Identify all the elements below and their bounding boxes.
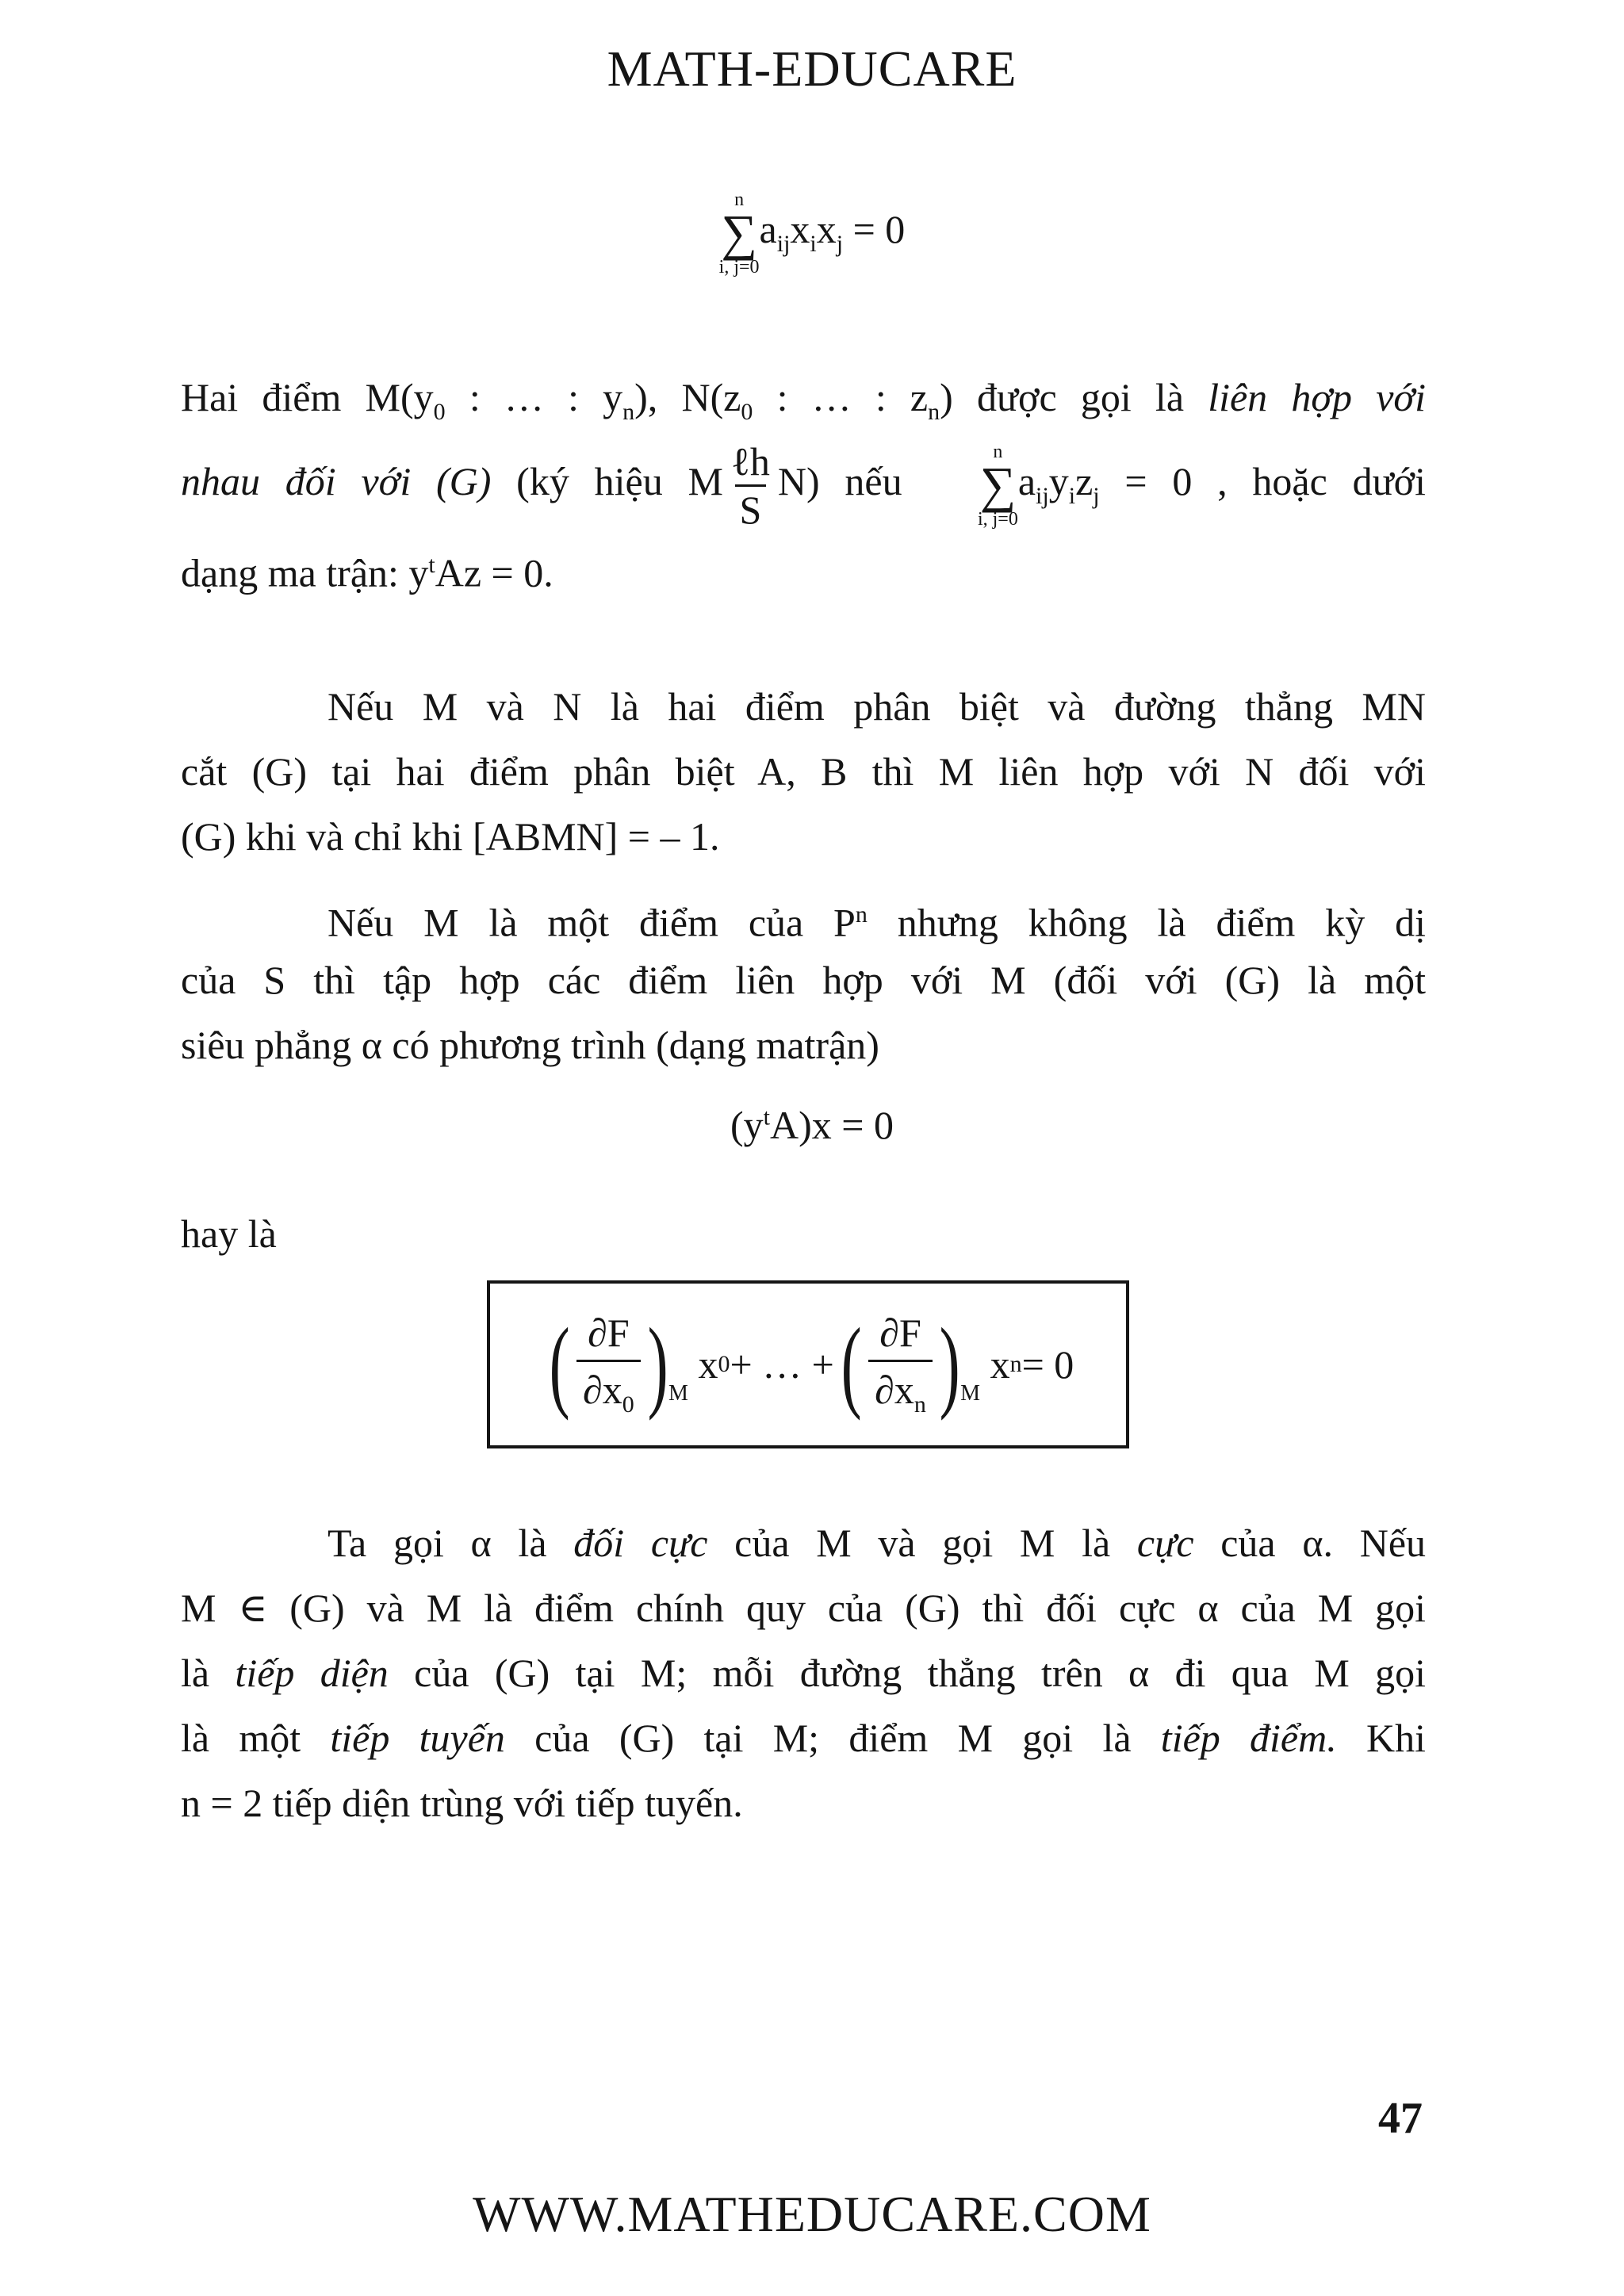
- boxed-equation-polar: [487, 1280, 1129, 1448]
- sum-upper: n: [993, 442, 1003, 463]
- paragraph-harmonic: [181, 674, 1426, 869]
- text-span: a: [1017, 459, 1036, 503]
- text-line: [181, 1510, 1426, 1575]
- subscript: j: [1093, 483, 1100, 509]
- text-span: z: [1075, 459, 1094, 503]
- equation-matrix-form: [0, 1102, 1624, 1148]
- sigma-symbol: ∑: [979, 457, 1017, 514]
- text-span: của (G) tại M; điểm M gọi là: [504, 1716, 1161, 1760]
- eq1-x2: x: [816, 206, 837, 251]
- text-span: Khi: [1336, 1716, 1426, 1760]
- text-span: : … : z: [753, 375, 929, 419]
- italic-term: tiếp tuyến: [330, 1716, 505, 1760]
- text-span: là một: [181, 1716, 331, 1760]
- fraction-numerator: ℓh: [730, 439, 770, 484]
- subscript-m: M: [960, 1381, 981, 1406]
- text-span: (ký hiệu M: [491, 459, 723, 503]
- eq1-sub-ij: ij: [776, 230, 791, 257]
- subscript: 0: [718, 1351, 730, 1377]
- subscript: 0: [741, 399, 753, 425]
- subscript: ij: [1036, 483, 1049, 509]
- text-span: ), N(z: [634, 375, 741, 419]
- text-hay-la: [181, 1201, 1426, 1266]
- text-span: N) nếu: [777, 459, 902, 503]
- subscript: 0: [433, 399, 446, 425]
- text-line: Nếu M và N là hai điểm phân biệt và đường thẳng MN: [327, 684, 1426, 729]
- paragraph-polar-hyperplane: [181, 882, 1426, 1077]
- sum-upper: n: [734, 189, 745, 210]
- text-span: A)x = 0: [770, 1103, 894, 1147]
- text-span: ∂x: [875, 1368, 914, 1412]
- conjugate-symbol-fraction: [726, 439, 775, 533]
- text-line: [181, 1705, 1426, 1770]
- eq1-sub-i: i: [810, 230, 817, 257]
- italic-term: nhau đối với (G): [181, 459, 492, 503]
- italic-term: liên hợp với: [1208, 375, 1426, 419]
- paragraph-pole-polar: [181, 1510, 1426, 1835]
- eq1-coef: a: [759, 206, 777, 251]
- page-footer: WWW.MATHEDUCARE.COM: [473, 2186, 1151, 2242]
- text-line: [181, 533, 1426, 598]
- text-line: [181, 882, 1426, 947]
- italic-term: cực: [1136, 1521, 1194, 1565]
- superscript: t: [428, 552, 435, 578]
- superscript: t: [763, 1104, 771, 1131]
- equation-quadric: [0, 190, 1624, 277]
- text-line: của S thì tập hợp các điểm liên hợp với M (đối với (G) là một: [181, 958, 1426, 1002]
- text-line: M ∈ (G) và M là điểm chính quy của (G) thì đối cực α của M gọi: [181, 1586, 1426, 1630]
- eq1-rhs: = 0: [852, 206, 906, 251]
- fraction-numerator: ∂F: [879, 1311, 921, 1355]
- text-span: : … : y: [445, 375, 623, 419]
- subscript: n: [914, 1391, 926, 1418]
- text-line: n = 2 tiếp diện trùng với tiếp tuyến.: [181, 1781, 743, 1825]
- text-span: Ta gọi α là: [327, 1521, 574, 1565]
- text-span: x: [990, 1342, 1010, 1387]
- text-line: [181, 365, 1426, 430]
- superscript: n: [855, 901, 868, 928]
- subscript: n: [1009, 1351, 1022, 1377]
- text-span: dạng ma trận: y: [181, 550, 429, 595]
- text-line: [181, 430, 1426, 533]
- text-span: Nếu M là một điểm của P: [327, 900, 856, 945]
- subscript-m: M: [668, 1381, 688, 1406]
- fraction-denominator: [576, 1360, 641, 1418]
- partial-fraction: [868, 1311, 933, 1418]
- text-span: của (G) tại M; mỗi đường thẳng trên α đi qua M gọi: [388, 1651, 1426, 1695]
- page-number: 47: [1378, 2094, 1423, 2143]
- text-span: (y: [730, 1103, 764, 1147]
- subscript: n: [622, 399, 635, 425]
- partial-fraction: [576, 1311, 641, 1418]
- sigma-symbol: ∑: [721, 205, 757, 261]
- text-span: nhưng không là điểm kỳ dị: [867, 900, 1426, 945]
- text-span: của α. Nếu: [1193, 1521, 1427, 1565]
- left-paren: (: [841, 1307, 862, 1422]
- italic-term: tiếp diện: [235, 1651, 389, 1695]
- text-span: là: [181, 1651, 236, 1695]
- text-line: hay là: [181, 1211, 277, 1256]
- text-span: ∂x: [583, 1368, 622, 1412]
- fraction-numerator: ∂F: [588, 1311, 630, 1355]
- sum-lower: i, j=0: [977, 508, 1018, 530]
- eq1-x: x: [790, 206, 810, 251]
- subscript: i: [1068, 483, 1076, 509]
- sum-operator: [978, 442, 1018, 529]
- sum-lower: i, j=0: [718, 256, 760, 277]
- subscript: n: [928, 399, 940, 425]
- left-paren: (: [549, 1307, 570, 1422]
- text-span: Hai điểm M(y: [181, 375, 434, 419]
- text-span: = 0 , hoặc dưới: [1099, 459, 1427, 503]
- text-span: của M và gọi M là: [707, 1521, 1137, 1565]
- page-header: MATH-EDUCARE: [607, 40, 1017, 97]
- text-span: = 0: [1021, 1342, 1074, 1387]
- text-span: x: [698, 1342, 718, 1387]
- text-span: Az = 0.: [435, 550, 553, 595]
- right-paren: ): [939, 1307, 960, 1422]
- text-line: cắt (G) tại hai điểm phân biệt A, B thì M liên hợp với N đối với: [181, 749, 1426, 794]
- right-paren: ): [647, 1307, 668, 1422]
- partial-derivative-group: [834, 1307, 981, 1422]
- italic-term: tiếp điểm.: [1160, 1716, 1337, 1760]
- text-span: y: [1048, 459, 1069, 503]
- fraction-denominator: S: [735, 484, 767, 530]
- text-line: (G) khi và chỉ khi [ABMN] = – 1.: [181, 814, 720, 859]
- eq1-sub-j: j: [836, 230, 844, 257]
- text-span: ) được gọi là: [940, 375, 1208, 419]
- text-span: + … +: [730, 1342, 834, 1387]
- partial-derivative-group: [542, 1307, 688, 1422]
- subscript: 0: [622, 1391, 634, 1418]
- fraction-denominator: [868, 1360, 933, 1418]
- text-line: [181, 1640, 1426, 1705]
- text-line: siêu phẳng α có phương trình (dạng matrận): [181, 1023, 879, 1067]
- italic-term: đối cực: [573, 1521, 708, 1565]
- paragraph-conjugate-definition: [181, 365, 1426, 598]
- sum-operator: [719, 190, 760, 277]
